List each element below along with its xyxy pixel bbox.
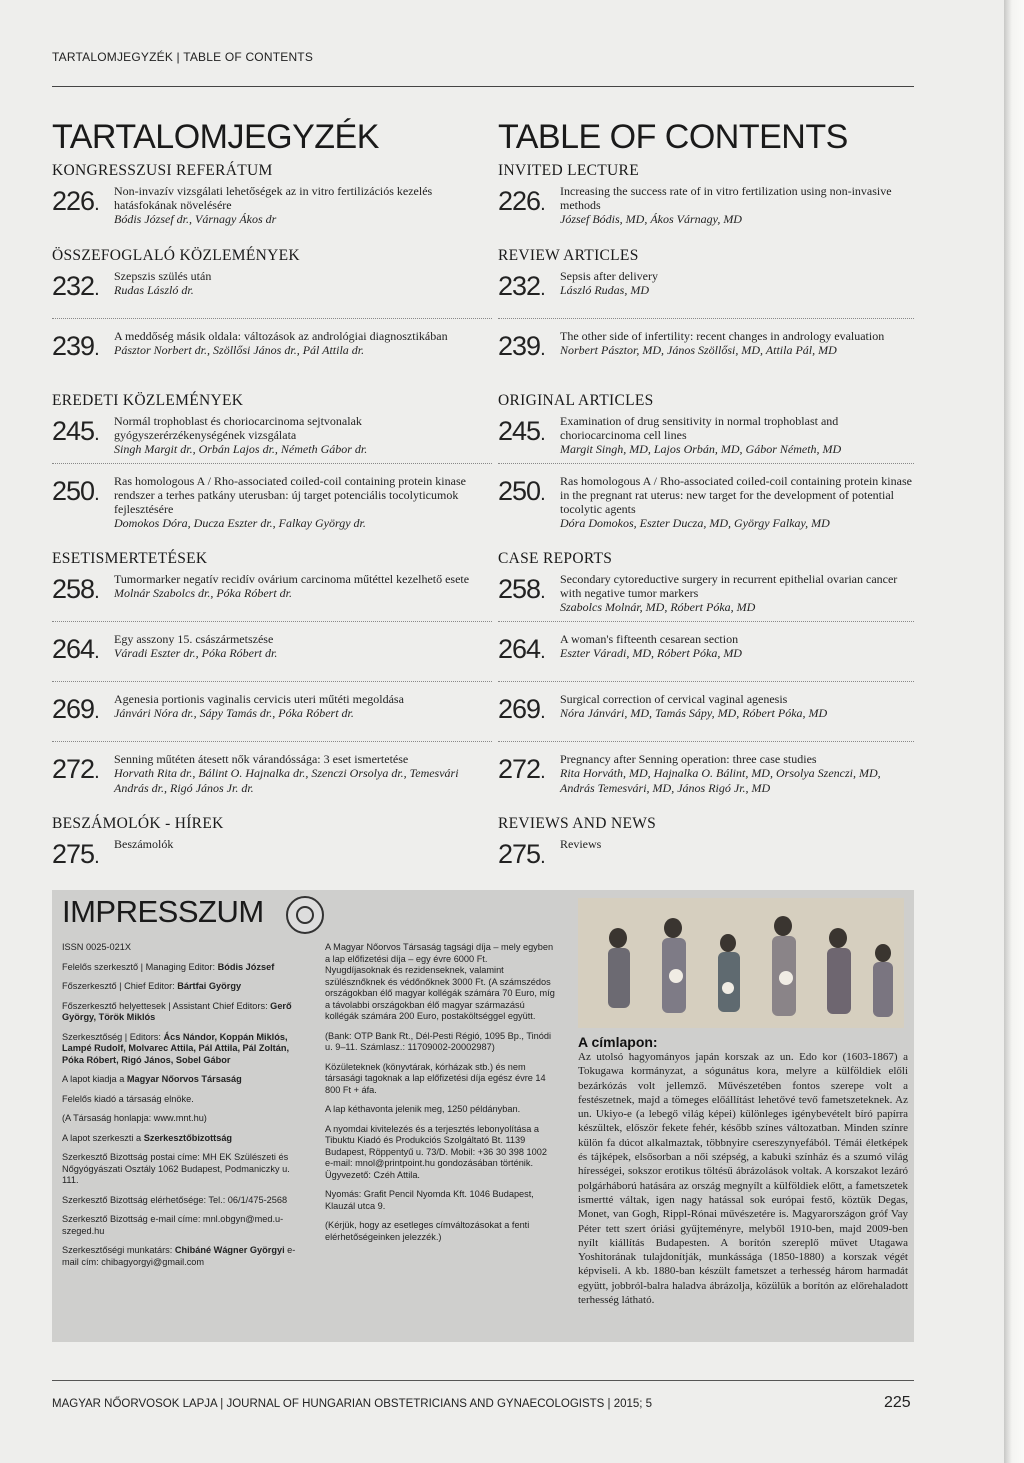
section-heading: ORIGINAL ARTICLES <box>498 392 654 409</box>
impressum-line <box>62 981 307 993</box>
hu-toc-title: TARTALOMJEGYZÉK <box>52 118 379 156</box>
article-title: Pregnancy after Senning operation: three case studies <box>560 752 817 766</box>
en-toc-column <box>498 162 914 900</box>
section-heading: KONGRESSZUSI REFERÁTUM <box>52 162 273 179</box>
page-ref-number: 275 . <box>498 839 545 870</box>
toc-entry[interactable] <box>52 184 492 233</box>
article-title: Sepsis after delivery <box>560 269 658 283</box>
article-authors: Jánvári Nóra dr., Sápy Tamás dr., Póka Róbert dr. <box>114 706 354 720</box>
section-heading: INVITED LECTURE <box>498 162 639 179</box>
impressum-title: IMPRESSZUM <box>62 894 264 929</box>
article-authors: Pásztor Norbert dr., Szöllősi János dr., Pál Attila dr. <box>114 343 365 357</box>
impressum-value: Bódis József <box>217 961 275 972</box>
section-heading: REVIEW ARTICLES <box>498 247 639 264</box>
cover-caption-text: Az utolsó hagyományos japán korszak az un. Edo kor (1603-1867) a Tokugawa kormányzat, a sógunátus kora, melyre a külföldiek előli bezárkózás volt jellemző. Művészetében fontos szerepe volt a festészetnek, majd a tömeges előállítást lehetővé tevő fametszeteknek. Az un. Ukiyo-e (a lebegő világ képei) különleges igénybevételt bíró papírra készültek, először fekete fehér, később színes változatban. Minden színre külön fa dúcot alkalmaztak, többnyire csereszynyefából. Témái életképek és tájképek, elsősorban a női szépség, a kabuki színház és a szumó világ hírességei, sokszor erotikus töltésű ábrázolások voltak. A korszakot lezáró polgárháború hatására az ország megnyílt a külföldiek előtt, a fametszetek ismertté váltak, igen nagy hatással sok európai festő, köztük Degas, Monet, van Gogh, Rippl-Rónai művészetére is. Magyarországon gróf Vay Péter tett szert óriási gyűjteményre, melyből 1910-ben, majd 2009-ben nyílt kiállítás Budapesten. A borítón szereplő művet Utagawa Yoshitorának tulajdonítják, munkássága (1850-1880) a korszak végét képviseli. A kb. 1880-ban készült fametszet a terhesség három harmadát együtt, jobbról-balra haladva ábrázolja, közülük a borítón az előrehaladott terhesség látható. <box>578 1051 908 1307</box>
page-ref-number: 226 . <box>52 186 99 217</box>
impressum-paragraph: (Kérjük, hogy az esetleges címváltozásokat a fenti elérhetőségeinken jelezzék.) <box>325 1220 530 1242</box>
impressum-subscription-column <box>325 942 555 1251</box>
impressum-label: ISSN 0025-021X <box>62 942 131 952</box>
article-authors: László Rudas, MD <box>560 283 650 297</box>
impressum-paragraph: (Bank: OTP Bank Rt., Dél-Pesti Régió, 1095 Bp., Tinódi u. 9–11. Számlasz.: 11709002-20002987) <box>325 1030 552 1052</box>
impressum-value: Ács Nándor, Koppán Miklós, Lampé Rudolf, Molvarec Attila, Pál Attila, Pál Zoltán, Póka Róbert, Rigó János, Sobel Gábor <box>62 1031 289 1065</box>
impressum-line <box>62 962 307 974</box>
impressum-editorial-column <box>62 942 307 1276</box>
article-authors: Molnár Szabolcs dr., Póka Róbert dr. <box>114 586 292 600</box>
impressum-label: Szerkesztő Bizottság elérhetősége: Tel.: 06/1/475-2568 <box>62 1194 288 1205</box>
page-ref-number: 250 . <box>52 476 99 507</box>
toc-entry[interactable] <box>52 329 492 378</box>
impressum-label: A lapot kiadja a <box>62 1074 127 1084</box>
toc-entry[interactable] <box>52 414 492 464</box>
impressum-label: Felelős szerkesztő | Managing Editor: <box>62 961 218 972</box>
hu-toc-column <box>52 162 492 900</box>
page-ref-number: 269 . <box>52 694 99 725</box>
footer-journal-name: MAGYAR NŐORVOSOK LAPJA | JOURNAL OF HUNGARIAN OBSTETRICIANS AND GYNAECOLOGISTS | 2015; 5 <box>52 1398 653 1410</box>
impressum-label: Felelős kiadó a társaság elnöke. <box>62 1093 194 1104</box>
page-ref-number: 232 . <box>498 271 545 302</box>
article-title: Non-invazív vizsgálati lehetőségek az in vitro fertilizációs kezelés hatásfokának növelésére <box>114 184 433 212</box>
running-header: TARTALOMJEGYZÉK | TABLE OF CONTENTS <box>52 50 314 64</box>
toc-entry[interactable] <box>52 692 492 742</box>
toc-entry[interactable] <box>498 474 914 536</box>
society-seal-icon <box>286 896 324 934</box>
article-authors: Szabolcs Molnár, MD, Róbert Póka, MD <box>560 600 756 614</box>
impressum-value: Chibáné Wágner Györgyi <box>174 1245 285 1255</box>
impressum-paragraph: Nyomás: Grafit Pencil Nyomda Kft. 1046 Budapest, Klauzál utca 9. <box>325 1189 534 1211</box>
article-title: Agenesia portionis vaginalis cervicis uteri műtéti megoldása <box>114 692 404 706</box>
article-title: Normál trophoblast és choriocarcinoma sejtvonalak gyógyszerérzékenységének vizsgálata <box>114 414 362 442</box>
article-title: Surgical correction of cervical vaginal agenesis <box>560 692 788 706</box>
article-authors: Váradi Eszter dr., Póka Róbert dr. <box>114 646 278 660</box>
impressum-line <box>62 1032 307 1067</box>
impressum-label: Szerkesztő Bizottság e-mail címe: mnl.obgyn@med.u-szeged.hu <box>62 1214 284 1236</box>
toc-entry[interactable] <box>498 632 914 682</box>
impressum-value: Bártfai György <box>177 981 242 991</box>
article-authors: Rita Horváth, MD, Hajnalka O. Bálint, MD, Orsolya Szenczi, MD, András Temesvári, MD, János Rigó Jr., MD <box>560 766 881 795</box>
toc-entry[interactable] <box>498 329 914 378</box>
toc-entry[interactable] <box>52 837 492 886</box>
impressum-paragraph: Közületeknek (könyvtárak, kórházak stb.) és nem társasági tagoknak a lap előfizetési díja egész évre 14 800 Ft + áfa. <box>325 1061 546 1095</box>
impressum-paragraph: A Magyar Nőorvos Társaság tagsági díja – mely egyben a lap előfizetési díja – egy évre 6000 Ft. Nyugdíjasoknak és rezidenseknek, valamint szülésznőknek és védőnőknek 3000 Ft. (A számszédos országokban élő magyar kollégák számára 70 Euro, míg a távolabbi országokban élő magyar származású kollégák számára 200 Euro, postaköltséggel együtt. <box>325 942 555 1021</box>
page-ref-number: 258 . <box>52 574 99 605</box>
impressum-value: Magyar Nőorvos Társaság <box>126 1074 242 1084</box>
article-authors: Nóra Jánvári, MD, Tamás Sápy, MD, Róbert Póka, MD <box>560 706 828 720</box>
page-ref-number: 264 . <box>498 634 545 665</box>
ukiyo-e-figures-icon <box>578 898 904 1028</box>
page-ref-number: 245 . <box>498 416 545 447</box>
toc-entry[interactable] <box>498 184 914 233</box>
impressum-label: (A Társaság honlapja: www.mnt.hu) <box>62 1113 207 1123</box>
section-heading: ESETISMERTETÉSEK <box>52 550 208 567</box>
page-ref-number: 245 . <box>52 416 99 447</box>
impressum-line <box>62 942 307 954</box>
impressum-line <box>62 1152 307 1187</box>
impressum-label: Szerkesztő Bizottság postai címe: MH EK Szülészeti és Nőgyógyászati Osztály 1062 Budapest, Podmaniczky u. 111. <box>62 1152 290 1185</box>
article-authors: József Bódis, MD, Ákos Várnagy, MD <box>560 212 742 226</box>
impressum-label: Főszerkesztő | Chief Editor: <box>62 981 178 991</box>
article-title: Ras homologous A / Rho-associated coiled-coil containing protein kinase rendszer a terhes patkány uterusban: új target potenciális tocolyticumok fejlesztésére <box>114 474 466 516</box>
page-ref-number: 232 . <box>52 271 99 302</box>
impressum-line <box>62 1195 307 1207</box>
page-edge <box>1004 0 1024 1463</box>
article-authors: Singh Margit dr., Orbán Lajos dr., Németh Gábor dr. <box>114 442 368 456</box>
section-heading: REVIEWS AND NEWS <box>498 815 657 832</box>
toc-entry[interactable] <box>498 752 914 801</box>
en-toc-title: TABLE OF CONTENTS <box>498 118 848 156</box>
toc-entry[interactable] <box>52 269 492 319</box>
article-authors: Rudas László dr. <box>114 283 194 297</box>
article-authors: Eszter Váradi, MD, Róbert Póka, MD <box>560 646 742 660</box>
article-title: Ras homologous A / Rho-associated coiled-coil containing protein kinase in the pregnant rat uterus: new target for the development of potential tocolytic agents <box>560 474 912 516</box>
impressum-line <box>62 1094 307 1106</box>
article-title: Tumormarker negatív recidív ovárium carcinoma műtéttel kezelhető esete <box>114 572 470 586</box>
impressum-line <box>62 1001 307 1024</box>
section-heading: BESZÁMOLÓK - HÍREK <box>52 815 224 832</box>
page-ref-number: 250 . <box>498 476 545 507</box>
article-title: A meddőség másik oldala: változások az andrológiai diagnosztikában <box>114 329 448 343</box>
article-title: Examination of drug sensitivity in normal trophoblast and choriocarcinoma cell lines <box>560 414 839 442</box>
impressum-line <box>62 1113 307 1125</box>
toc-entry[interactable] <box>498 572 914 622</box>
page-ref-number: 275 . <box>52 839 99 870</box>
impressum-label: Szerkesztőségi munkatárs: <box>62 1245 175 1255</box>
toc-entry[interactable] <box>52 572 492 622</box>
article-title: Senning műtéten átesett nők várandóssága: 3 eset ismertetése <box>114 752 409 766</box>
page-number: 225 <box>884 1394 911 1411</box>
article-authors: Bódis József dr., Várnagy Ákos dr <box>114 212 277 226</box>
toc-entry[interactable] <box>52 474 492 536</box>
header-rule <box>52 86 914 87</box>
article-authors: Norbert Pásztor, MD, János Szöllősi, MD, Attila Pál, MD <box>560 343 837 357</box>
impressum-label: Főszerkesztő helyettesek | Assistant Chief Editors: <box>62 1000 271 1011</box>
impressum-line <box>62 1133 307 1145</box>
toc-entry[interactable] <box>498 692 914 742</box>
page-ref-number: 272 . <box>52 754 99 785</box>
page-ref-number: 264 . <box>52 634 99 665</box>
toc-entry[interactable] <box>52 632 492 682</box>
article-title: Beszámolók <box>114 837 174 851</box>
page-ref-number: 239 . <box>498 331 545 362</box>
page-ref-number: 239 . <box>52 331 99 362</box>
article-title: A woman's fifteenth cesarean section <box>560 632 739 646</box>
page-ref-number: 269 . <box>498 694 545 725</box>
section-heading: EREDETI KÖZLEMÉNYEK <box>52 392 244 409</box>
toc-entry[interactable] <box>498 837 914 886</box>
cover-artwork-image <box>578 898 904 1028</box>
article-title: Increasing the success rate of in vitro fertilization using non-invasive methods <box>560 184 892 212</box>
article-title: Egy asszony 15. császármetszése <box>114 632 274 646</box>
article-authors: Horvath Rita dr., Bálint O. Hajnalka dr., Szenczi Orsolya dr., Temesvári András dr., Rigó János Jr. dr. <box>114 766 459 795</box>
section-heading: CASE REPORTS <box>498 550 613 567</box>
article-title: Reviews <box>560 837 602 851</box>
impressum-line <box>62 1074 307 1086</box>
impressum-contact: e-mail cím: chibagyorgyi@gmail.com <box>62 1245 296 1267</box>
article-authors: Margit Singh, MD, Lajos Orbán, MD, Gábor Németh, MD <box>560 442 842 456</box>
article-title: Szepszis szülés után <box>114 269 212 283</box>
article-authors: Domokos Dóra, Ducza Eszter dr., Falkay György dr. <box>114 516 366 530</box>
impressum-paragraph: A lap kéthavonta jelenik meg, 1250 példányban. <box>325 1104 521 1114</box>
impressum-value: Szerkesztőbizottság <box>143 1132 233 1143</box>
article-title: Secondary cytoreductive surgery in recurrent epithelial ovarian cancer with negative tumor markers <box>560 572 898 600</box>
impressum-label: Szerkesztőség | Editors: <box>62 1031 164 1042</box>
impressum-line <box>62 1214 307 1237</box>
page-ref-number: 272 . <box>498 754 545 785</box>
impressum-paragraph: A nyomdai kivitelezés és a terjesztés lebonyolítása a Tibuktu Kiadó és Produkciós Szolgáltató Bt. 1139 Budapest, Röppentyű u. 73/D. Mobil: +36 30 398 1002 e-mail: mnol@printpoint.hu gondozásában történik. Ügyvezető: Czéh Attila. <box>325 1123 547 1180</box>
cover-caption-title: A címlapon: <box>578 1034 658 1050</box>
impressum-value: Gerő György, Török Miklós <box>62 1000 292 1022</box>
section-heading: ÖSSZEFOGLALÓ KÖZLEMÉNYEK <box>52 247 300 264</box>
impressum-line <box>62 1245 307 1268</box>
article-authors: Dóra Domokos, Eszter Ducza, MD, György Falkay, MD <box>560 516 830 530</box>
article-title: The other side of infertility: recent changes in andrology evaluation <box>560 329 885 343</box>
footer-rule <box>52 1380 914 1381</box>
toc-entry[interactable] <box>498 414 914 464</box>
toc-entry[interactable] <box>52 752 492 801</box>
page-ref-number: 226 . <box>498 186 545 217</box>
impressum-label: A lapot szerkeszti a <box>62 1132 144 1143</box>
toc-entry[interactable] <box>498 269 914 319</box>
page-ref-number: 258 . <box>498 574 545 605</box>
